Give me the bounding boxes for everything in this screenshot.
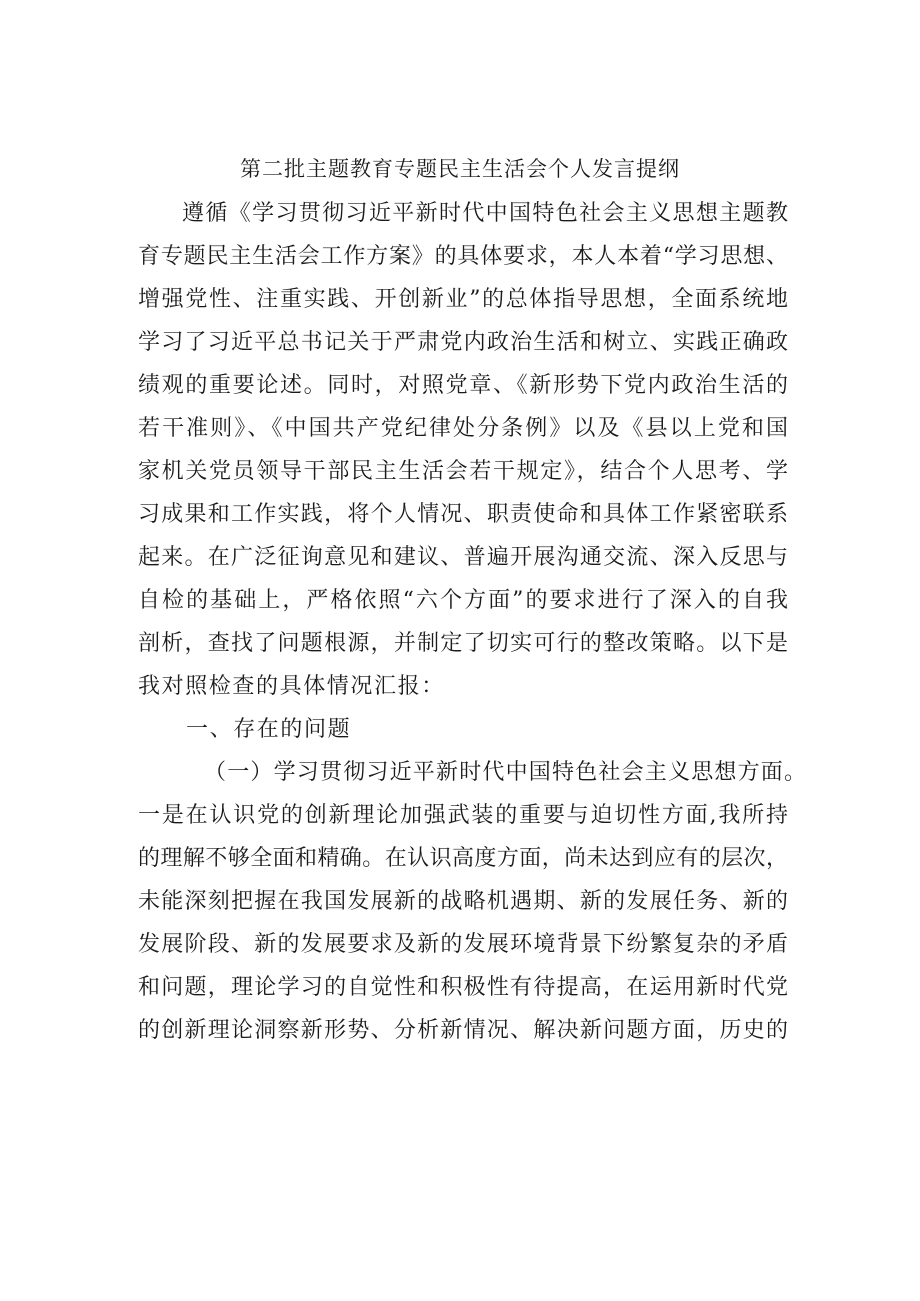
paragraph-line: 学习了习近平总书记关于严肃党内政治生活和树立、实践正确政 <box>138 330 788 355</box>
paragraph-line: 遵循《学习贯彻习近平新时代中国特色社会主义思想主题教 <box>182 201 788 226</box>
paragraph-line: 剖析，查找了问题根源，并制定了切实可行的整改策略。以下是 <box>138 631 788 656</box>
paragraph-line: 我对照检查的具体情况汇报： <box>138 674 445 699</box>
paragraph-line: 家机关党员领导干部民主生活会若干规定》，结合个人思考、学 <box>138 459 788 484</box>
paragraph-line: 自检的基础上，严格依照“六个方面”的要求进行了深入的自我 <box>138 588 788 613</box>
paragraph-line: 习成果和工作实践，将个人情况、职责使命和具体工作紧密联系 <box>138 502 788 527</box>
paragraph-line: 和问题，理论学习的自觉性和积极性有待提高，在运用新时代党 <box>138 975 788 1000</box>
paragraph-line: 育专题民主生活会工作方案》的具体要求，本人本着“学习思想、 <box>138 244 788 269</box>
subsection-heading: （一）学习贯彻习近平新时代中国特色社会主义思想方面。 <box>204 760 806 785</box>
paragraph-line: 起来。在广泛征询意见和建议、普遍开展沟通交流、深入反思与 <box>138 545 788 570</box>
paragraph-line: 增强党性、注重实践、开创新业”的总体指导思想，全面系统地 <box>138 287 788 312</box>
section-heading: 一、存在的问题 <box>186 717 352 742</box>
paragraph-line: 的理解不够全面和精确。在认识高度方面，尚未达到应有的层次， <box>138 846 788 871</box>
paragraph-line: 发展阶段、新的发展要求及新的发展环境背景下纷繁复杂的矛盾 <box>138 932 788 957</box>
paragraph-line: 若干准则》、《中国共产党纪律处分条例》以及《县以上党和国 <box>138 416 788 441</box>
paragraph-line: 一是在认识党的创新理论加强武装的重要与迫切性方面,我所持 <box>138 803 788 828</box>
paragraph-line: 未能深刻把握在我国发展新的战略机遇期、新的发展任务、新的 <box>138 889 788 914</box>
document-title: 第二批主题教育专题民主生活会个人发言提纲 <box>240 157 680 181</box>
paragraph-line: 绩观的重要论述。同时，对照党章、《新形势下党内政治生活的 <box>138 373 788 398</box>
paragraph-line: 的创新理论洞察新形势、分析新情况、解决新问题方面，历史的 <box>138 1018 788 1043</box>
